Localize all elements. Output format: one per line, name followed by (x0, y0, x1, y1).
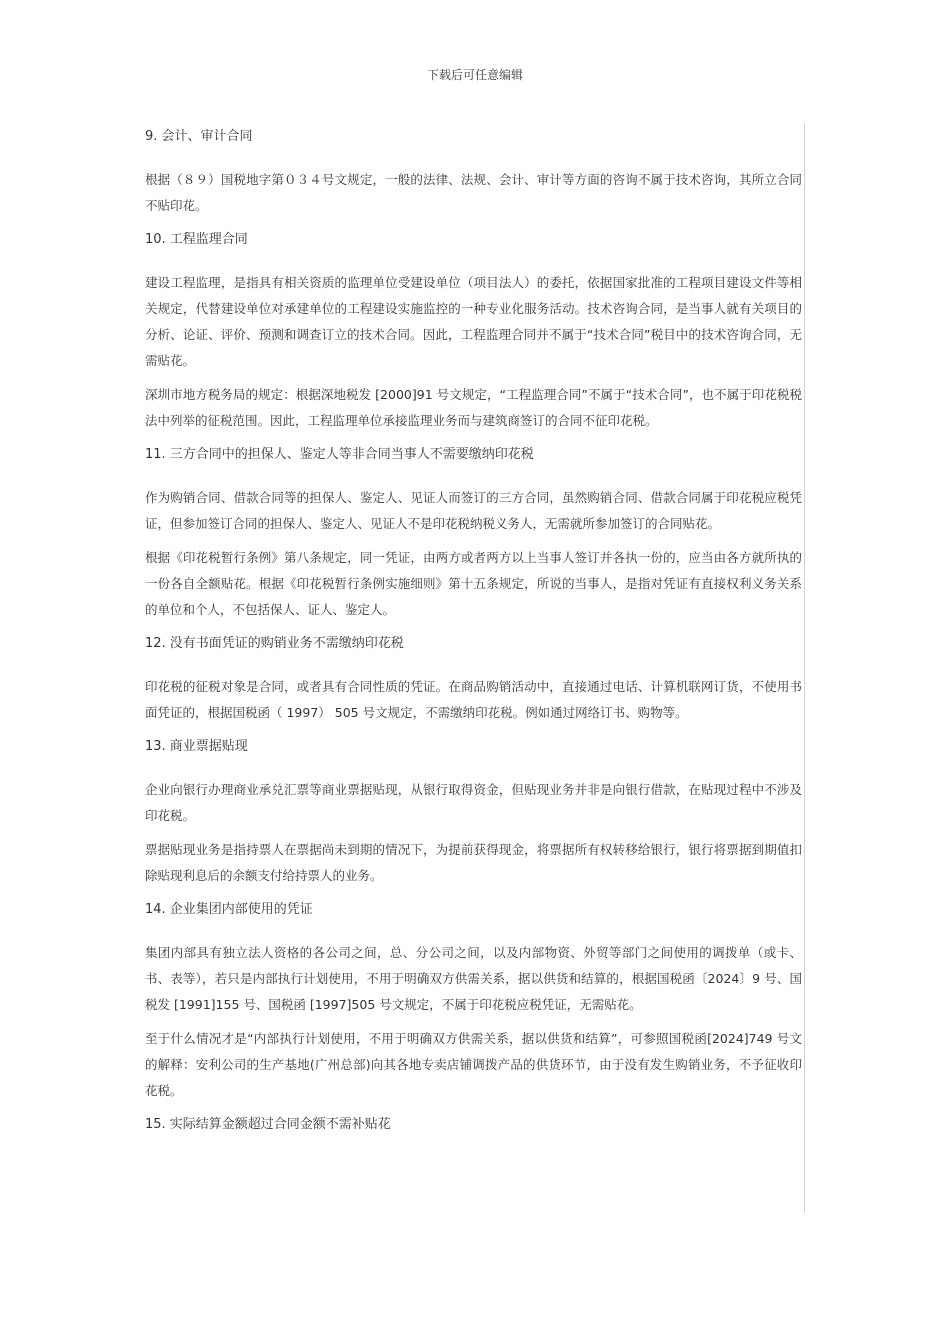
section-12-paragraph-1: 印花税的征税对象是合同，或者具有合同性质的凭证。在商品购销活动中，直接通过电话、计算机联网订货，不使用书面凭证的，根据国税函（ 1997） 505 号文规定，不需缴纳印花税。例如通过网络订书、购物等。 (145, 679, 802, 720)
section-11-paragraph-2: 根据《印花税暂行条例》第八条规定，同一凭证，由两方或者两方以上当事人签订并各执一份的，应当由各方就所执的一份各自全额贴花。根据《印花税暂行条例实施细则》第十五条规定，所说的当事人，是指对凭证有直接权利义务关系的单位和个人，不包括保人、证人、鉴定人。 (145, 550, 802, 617)
section-title-14: 14. 企业集团内部使用的凭证 (145, 902, 313, 917)
section-14-paragraph-2: 至于什么情况才是“内部执行计划使用，不用于明确双方供需关系，据以供货和结算”，可参照国税函[2024]749 号文的解释：安利公司的生产基地(广州总部)向其各地专卖店铺调拨产品的供货环节，由于没有发生购销业务，不予征收印花税。 (145, 1031, 802, 1098)
section-13-paragraph-1: 企业向银行办理商业承兑汇票等商业票据贴现，从银行取得资金，但贴现业务并非是向银行借款，在贴现过程中不涉及印花税。 (145, 782, 802, 823)
section-11-paragraph-1: 作为购销合同、借款合同等的担保人、鉴定人、见证人而签订的三方合同，虽然购销合同、借款合同属于印花税应税凭证，但参加签订合同的担保人、鉴定人、见证人不是印花税纳税义务人，无需就所参加签订的合同贴花。 (145, 490, 802, 531)
section-10-paragraph-1: 建设工程监理，是指具有相关资质的监理单位受建设单位（项目法人）的委托，依据国家批准的工程项目建设文件等相关规定，代替建设单位对承建单位的工程建设实施监控的一种专业化服务活动。技术咨询合同，是当事人就有关项目的分析、论证、评价、预测和调查订立的技术合同。因此，工程监理合同并不属于“技术合同”税目中的技术咨询合同，无需贴花。 (145, 275, 802, 368)
section-title-13: 13. 商业票据贴现 (145, 739, 248, 754)
section-title-9: 9. 会计、审计合同 (145, 129, 253, 144)
section-13-paragraph-2: 票据贴现业务是指持票人在票据尚未到期的情况下，为提前获得现金，将票据所有权转移给银行，银行将票据到期值扣除贴现利息后的余额支付给持票人的业务。 (145, 842, 802, 883)
section-title-11: 11. 三方合同中的担保人、鉴定人等非合同当事人不需要缴纳印花税 (145, 447, 534, 462)
page-header: 下载后可任意编辑 (426, 68, 523, 82)
section-title-12: 12. 没有书面凭证的购销业务不需缴纳印花税 (145, 636, 404, 651)
section-14-paragraph-1: 集团内部具有独立法人资格的各公司之间，总、分公司之间，以及内部物资、外贸等部门之间使用的调拨单（或卡、书、表等），若只是内部执行计划使用，不用于明确双方供需关系，据以供货和结算的，根据国税函〔2024〕9 号、国税发 [1991]155 号、国税函 [1997]505 号文规定，不属于印花税应税凭证，无需贴花。 (145, 945, 802, 1012)
document-body (145, 124, 805, 1212)
section-title-10: 10. 工程监理合同 (145, 232, 248, 247)
section-title-15: 15. 实际结算金额超过合同金额不需补贴花 (145, 1117, 391, 1132)
section-9-paragraph-1: 根据（８９）国税地字第０３４号文规定，一般的法律、法规、会计、审计等方面的咨询不属于技术咨询，其所立合同不贴印花。 (145, 172, 802, 213)
section-10-paragraph-2: 深圳市地方税务局的规定：根据深地税发 [2000]91 号文规定，“工程监理合同”不属于“技术合同”，也不属于印花税税法中列举的征税范围。因此，工程监理单位承接监理业务而与建筑商签订的合同不征印花税。 (145, 387, 802, 428)
